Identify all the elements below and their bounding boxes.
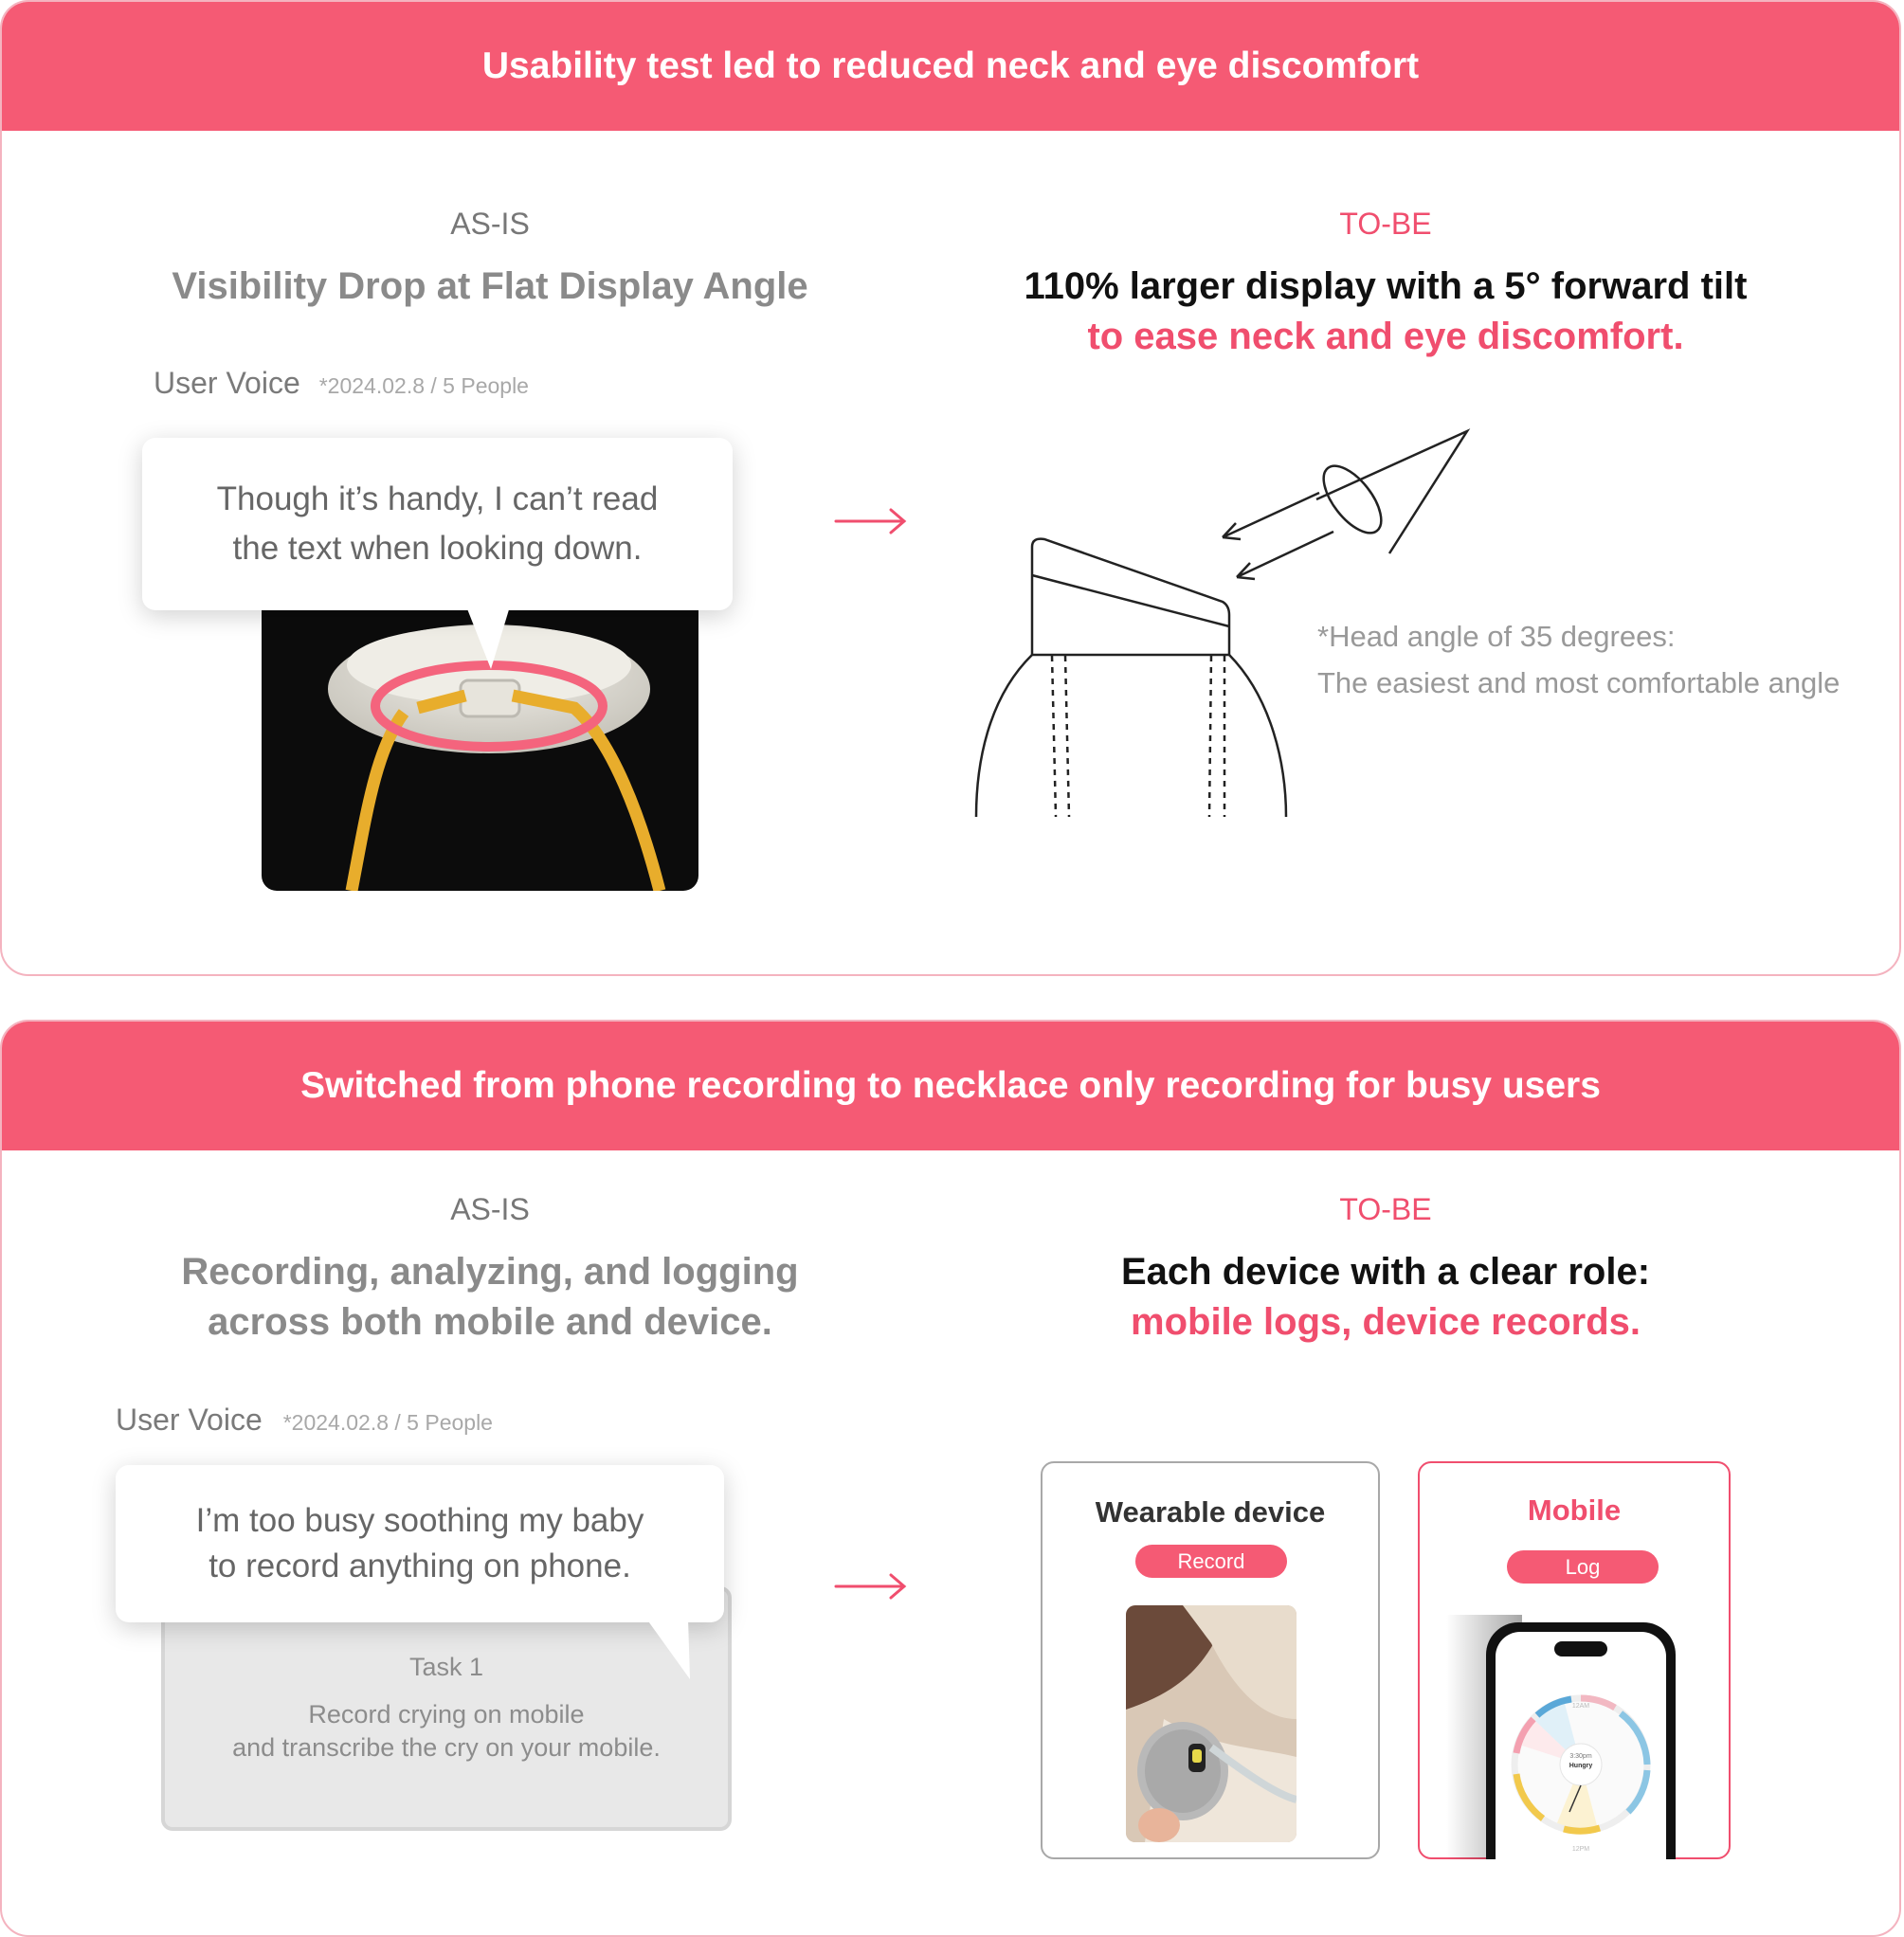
phone-status: Hungry [1569,1763,1593,1769]
quote-bubble [142,438,733,610]
phone-mockup [1486,1622,1676,1859]
bubble-tail [646,1619,703,1685]
phone-bottom-label: 12PM [1571,1846,1590,1853]
phone-time: 3:30pm [1569,1753,1592,1760]
bubble-tail [466,606,533,673]
user-voice-meta: *2024.02.8 / 5 People [318,373,529,398]
record-badge: Record [1135,1545,1287,1578]
user-voice-label: User Voice [154,366,300,400]
note-line1: *Head angle of 35 degrees: [1317,620,1676,653]
wearable-device-card [1041,1461,1380,1859]
task-title: Task 1 [408,1653,484,1681]
head-angle-note [1317,613,1840,706]
user-voice [154,366,529,401]
tobe-title-line2: mobile logs, device records. [1131,1301,1641,1343]
note-line2: The easiest and most comfortable angle [1317,666,1841,699]
task-line2: and transcribe the cry on your mobile. [232,1733,661,1762]
tobe-title [950,1247,1822,1348]
asis-title-line2: across both mobile and device. [208,1301,772,1343]
tobe-label: TO-BE [1339,1192,1432,1226]
quote-line1: Though it’s handy, I can’t read [216,480,659,517]
clock-chart [1496,1632,1666,1859]
task-body [165,1698,728,1765]
quote-bubble [116,1465,724,1622]
wearable-title: Wearable device [1095,1495,1326,1529]
user-voice [116,1403,493,1438]
section-header: Usability test led to reduced neck and eye discomfort [2,2,1899,131]
tobe-title-line1: 110% larger display with a 5° forward tilt [1024,265,1748,307]
tobe-label: TO-BE [1339,207,1432,241]
arrow-right-icon [834,1569,910,1603]
quote-line2: the text when looking down. [232,530,643,567]
asis-title: Visibility Drop at Flat Display Angle [172,265,808,307]
quote-line2: to record anything on phone. [209,1548,631,1584]
asis-label: AS-IS [450,1192,530,1226]
section-header: Switched from phone recording to necklace only recording for busy users [2,1022,1899,1150]
task-line1: Record crying on mobile [308,1700,585,1729]
mobile-card [1418,1461,1731,1859]
asis-title [2,1247,978,1348]
user-voice-label: User Voice [116,1403,263,1437]
wearable-photo [1126,1605,1297,1842]
wearable-photo-illustration [1126,1605,1297,1842]
phone-top-label: 12AM [1571,1703,1590,1710]
mobile-title: Mobile [1527,1493,1622,1527]
card-recording [0,1020,1901,1937]
asis-label: AS-IS [450,207,530,241]
quote-line1: I’m too busy soothing my baby [195,1502,644,1539]
asis-title-line1: Recording, analyzing, and logging [181,1251,799,1293]
phone-screen [1496,1632,1666,1859]
tobe-title [950,262,1822,362]
tobe-title-line2: to ease neck and eye discomfort. [1087,316,1684,357]
arrow-right-icon [834,504,910,538]
user-voice-meta: *2024.02.8 / 5 People [282,1410,493,1435]
tobe-title-line1: Each device with a clear role: [1120,1251,1651,1293]
log-badge: Log [1507,1550,1659,1584]
